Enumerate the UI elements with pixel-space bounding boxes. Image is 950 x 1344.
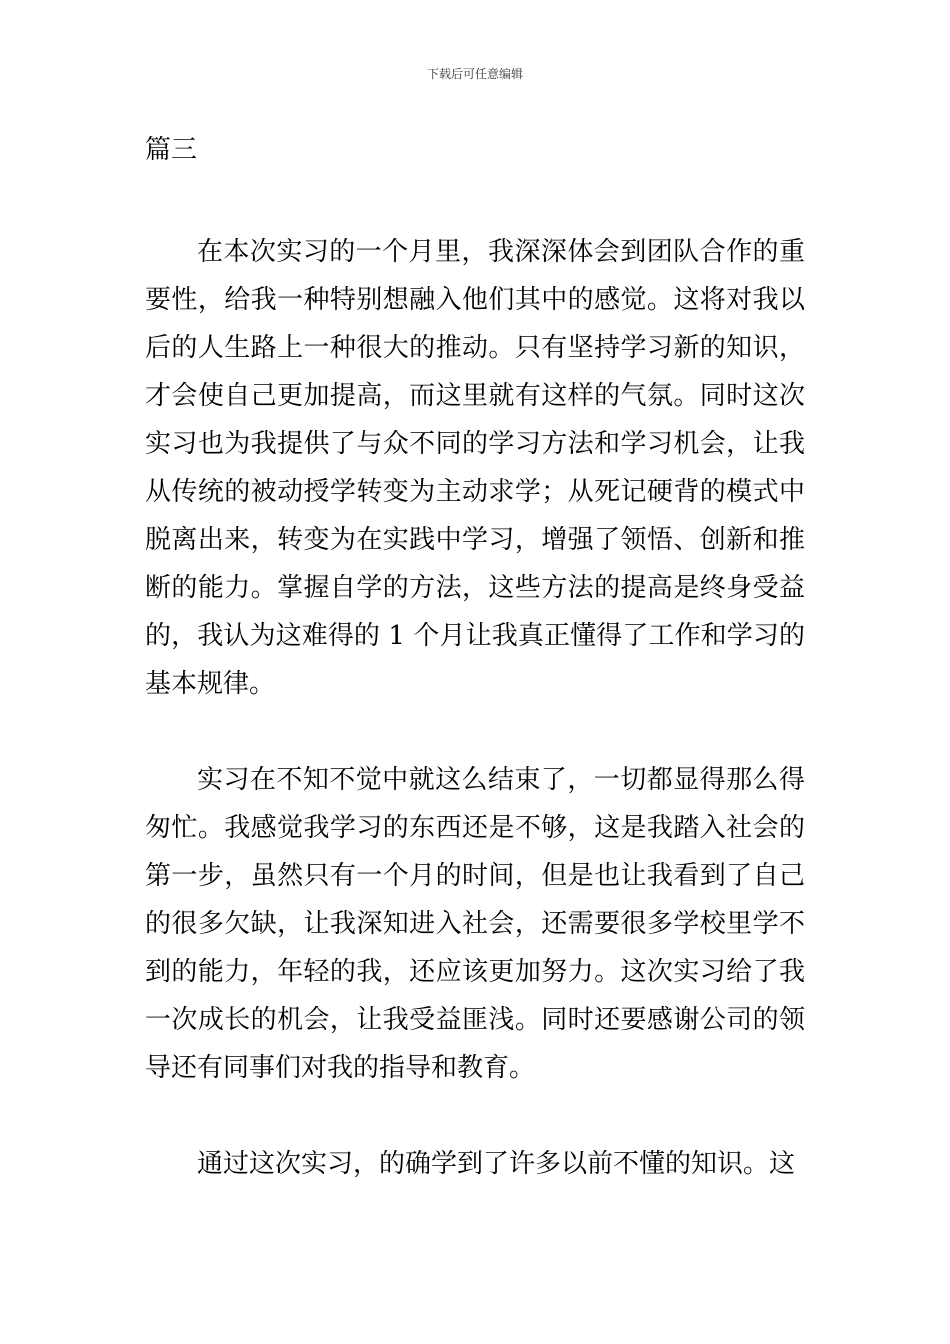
paragraph-1: 在本次实习的一个月里，我深深体会到团队合作的重要性，给我一种特别想融入他们其中的感觉。这将对我以后的人生路上一种很大的推动。只有坚持学习新的知识，才会使自己更加提高，而这里就有这样的气氛。同时这次实习也为我提供了与众不同的学习方法和学习机会，让我从传统的被动授学转变为主动求学；从死记硬背的模式中脱离出来，转变为在实践中学习，增强了领悟、创新和推断的能力。掌握自学的方法，这些方法的提高是终身受益的，我认为这难得的 1 个月让我真正懂得了工作和学习的基本规律。: [145, 237, 805, 699]
document-body: [145, 228, 805, 1188]
section-title: 篇三: [145, 135, 198, 165]
paragraph-3: 通过这次实习，的确学到了许多以前不懂的知识。这: [197, 1149, 796, 1179]
header-note: 下载后可任意编辑: [426, 67, 523, 81]
paragraph-2: 实习在不知不觉中就这么结束了，一切都显得那么得匆忙。我感觉我学习的东西还是不够，这是我踏入社会的第一步，虽然只有一个月的时间，但是也让我看到了自己的很多欠缺，让我深知进入社会，还需要很多学校里学不到的能力，年轻的我，还应该更加努力。这次实习给了我一次成长的机会，让我受益匪浅。同时还要感谢公司的领导还有同事们对我的指导和教育。: [145, 765, 805, 1083]
